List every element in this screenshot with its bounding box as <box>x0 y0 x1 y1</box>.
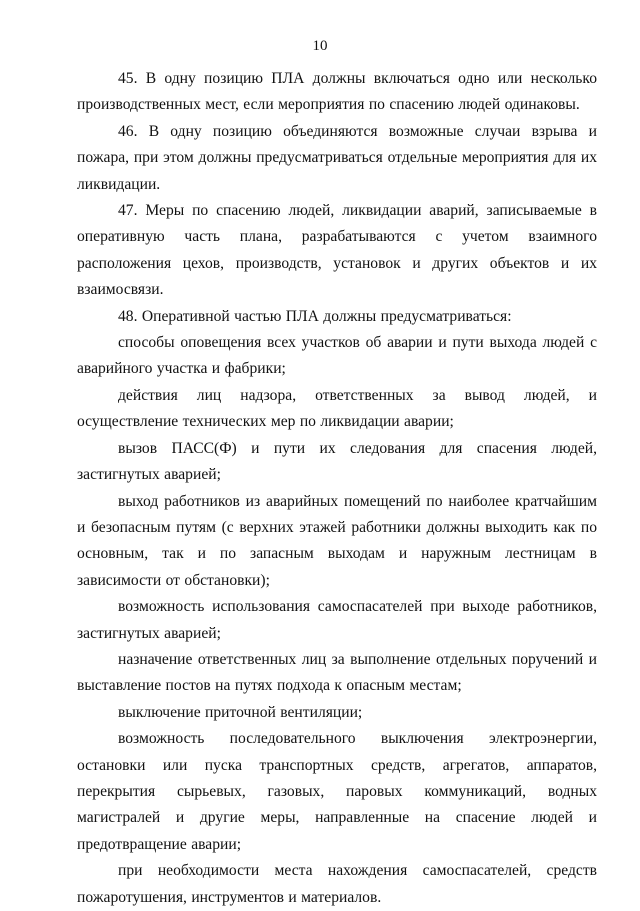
list-item-equipment-locations: при необходимости места нахождения самоспасателей, средств пожаротушения, инструментов и материалов. <box>77 862 597 906</box>
list-item-rescue-call: вызов ПАСС(Ф) и пути их следования для спасения людей, застигнутых аварией; <box>77 439 597 484</box>
list-item-notification: способы оповещения всех участков об аварии и пути выхода людей с аварийного участка и фабрики; <box>77 334 597 378</box>
page-number: 10 <box>312 38 328 54</box>
list-item-power-shutdown: возможность последовательного выключения электроэнергии, остановки или пуска транспортных средств, агрегатов, аппаратов, перекрытия сырьевых, газовых, паровых коммуникаций, водных магистралей и другие меры, направленные на спасение людей и предотвращение аварии; <box>77 730 597 853</box>
paragraph-46: 46. В одну позицию объединяются возможные случаи взрыва и пожара, при этом должны предусматриваться отдельные мероприятия для их ликвидации. <box>77 122 597 193</box>
list-item-responsible-persons: назначение ответственных лиц за выполнение отдельных поручений и выставление постов на путях подхода к опасным местам; <box>77 650 597 695</box>
list-item-supervision-actions: действия лиц надзора, ответственных за вывод людей, и осуществление технических мер по ликвидации аварии; <box>77 386 597 431</box>
list-item-worker-exit: выход работников из аварийных помещений по наиболее кратчайшим и безопасным путям (с верхних этажей работники должны выходить как по основным, так и по запасным выходам и наружным лестницам в зависимости от обстановки); <box>77 492 597 589</box>
paragraph-45: 45. В одну позицию ПЛА должны включаться одно или несколько производственных мест, если мероприятия по спасению людей одинаковы. <box>77 70 597 114</box>
paragraph-48: 48. Оперативной частью ПЛА должны предусматриваться: <box>118 307 512 325</box>
document-body <box>77 66 597 911</box>
list-item-self-rescuers: возможность использования самоспасателей при выходе работников, застигнутых аварией; <box>77 598 597 642</box>
paragraph-47: 47. Меры по спасению людей, ликвидации аварий, записываемые в оперативную часть плана, разрабатываются с учетом взаимного расположения цехов, производств, установок и других объектов и их взаимосвязи. <box>77 202 597 299</box>
list-item-ventilation-shutdown: выключение приточной вентиляции; <box>118 703 363 721</box>
